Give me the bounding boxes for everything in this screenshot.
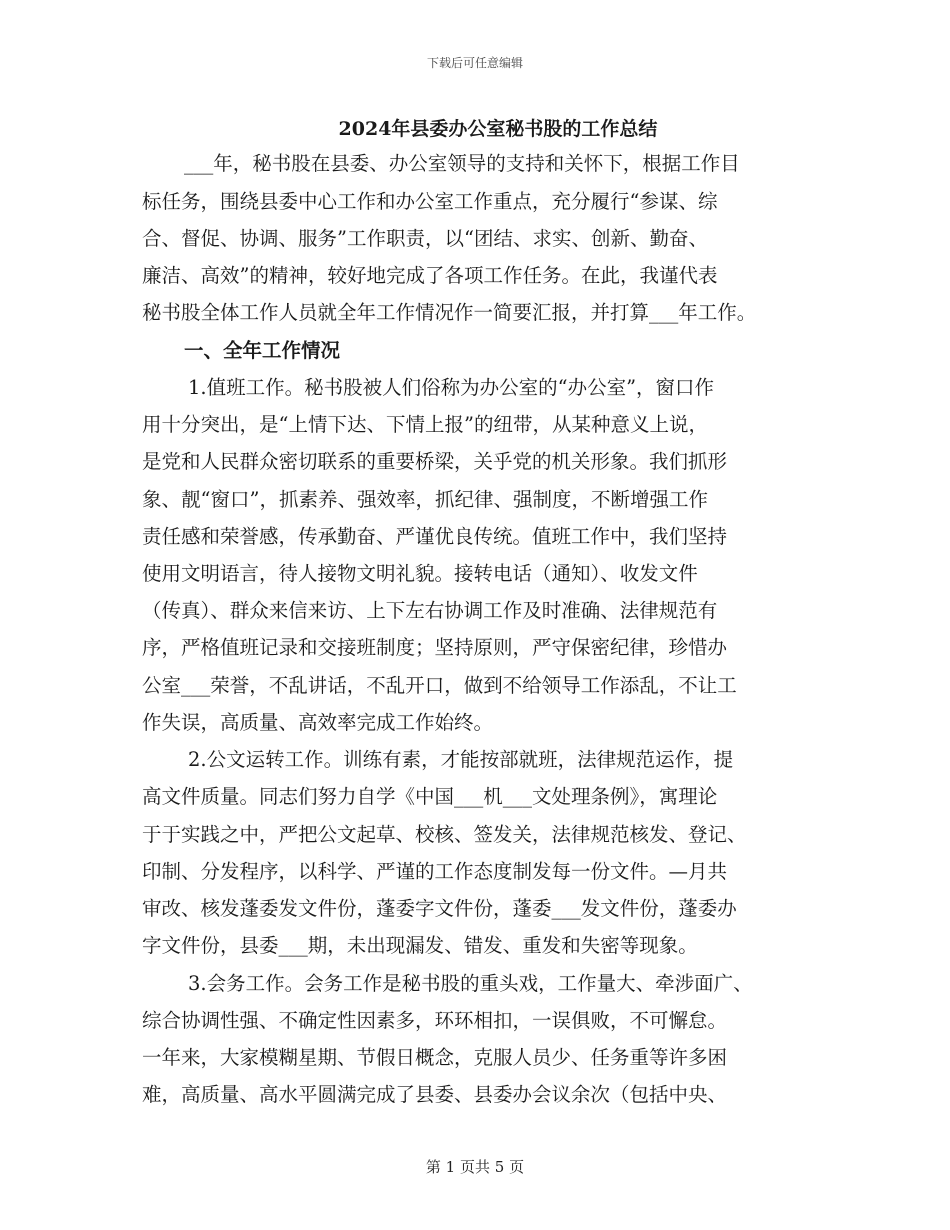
document-title: 2024年县委办公室秘书股的工作总结 [338, 118, 658, 140]
paragraph-line: 序，严格值班记录和交接班制度；坚持原则，严守保密纪律，珍惜办 [142, 636, 728, 659]
paragraph-line: 3.会务工作。会务工作是秘书股的重头戏，工作量大、牵涉面广、 [188, 972, 753, 995]
paragraph-line: 高文件质量。同志们努力自学《中国___机___文处理条例》，寓理论 [142, 785, 718, 808]
paragraph-line: 难，高质量、高水平圆满完成了县委、县委办会议余次（包括中央、 [142, 1083, 728, 1106]
paragraph-line: 2.公文运转工作。训练有素，才能按部就班，法律规范运作，提 [188, 748, 734, 771]
paragraph-line: 1.值班工作。秘书股被人们俗称为办公室的“办公室”，窗口作 [188, 376, 715, 399]
paragraph-line: 综合协调性强、不确定性因素多，环环相扣，一误俱败，不可懈怠。 [142, 1009, 728, 1032]
paragraph-line: 廉洁、高效”的精神，较好地完成了各项工作任务。在此，我谨代表 [142, 264, 718, 287]
paragraph-line: 一年来，大家模糊星期、节假日概念，克服人员少、任务重等许多困 [142, 1046, 728, 1069]
page-footer: 第 1 页共 5 页 [425, 1158, 525, 1176]
paragraph-line: 标任务，围绕县委中心工作和办公室工作重点，充分履行“参谋、综 [142, 190, 718, 213]
section-heading: 一、全年工作情况 [184, 339, 341, 362]
header-note: 下载后可任意编辑 [426, 56, 523, 70]
paragraph-line: 使用文明语言，待人接物文明礼貌。接转电话（通知）、收发文件 [142, 562, 698, 585]
paragraph-line: 作失误，高质量、高效率完成工作始终。 [142, 711, 494, 734]
paragraph-line: 是党和人民群众密切联系的重要桥梁，关乎党的机关形象。我们抓形 [142, 450, 728, 473]
paragraph-line: 秘书股全体工作人员就全年工作情况作一简要汇报，并打算___年工作。 [142, 301, 757, 324]
paragraph-line: 于于实践之中，严把公文起草、校核、签发关，法律规范核发、登记、 [142, 823, 747, 846]
paragraph-line: 审改、核发蓬委发文件份，蓬委字文件份，蓬委___发文件份，蓬委办 [142, 897, 737, 920]
paragraph-line: 合、督促、协调、服务”工作职责，以“团结、求实、创新、勤奋、 [142, 227, 708, 250]
paragraph-line: （传真）、群众来信来访、上下左右协调工作及时准确、法律规范有 [142, 599, 718, 622]
paragraph-line: 责任感和荣誉感，传承勤奋、严谨优良传统。值班工作中，我们坚持 [142, 525, 728, 548]
paragraph-line: 印制、分发程序，以科学、严谨的工作态度制发每一份文件。—月共 [142, 860, 728, 883]
paragraph-line: 字文件份，县委___期，未出现漏发、错发、重发和失密等现象。 [142, 934, 698, 957]
paragraph-line: 象、靓“窗口”，抓素养、强效率，抓纪律、强制度，不断增强工作 [142, 488, 708, 511]
paragraph-line: 用十分突出，是“上情下达、下情上报”的纽带，从某种意义上说， [142, 413, 708, 436]
paragraph-line: ___年，秘书股在县委、办公室领导的支持和关怀下，根据工作目 [184, 152, 740, 175]
paragraph-line: 公室___荣誉，不乱讲话，不乱开口，做到不给领导工作添乱，不让工 [142, 674, 737, 697]
